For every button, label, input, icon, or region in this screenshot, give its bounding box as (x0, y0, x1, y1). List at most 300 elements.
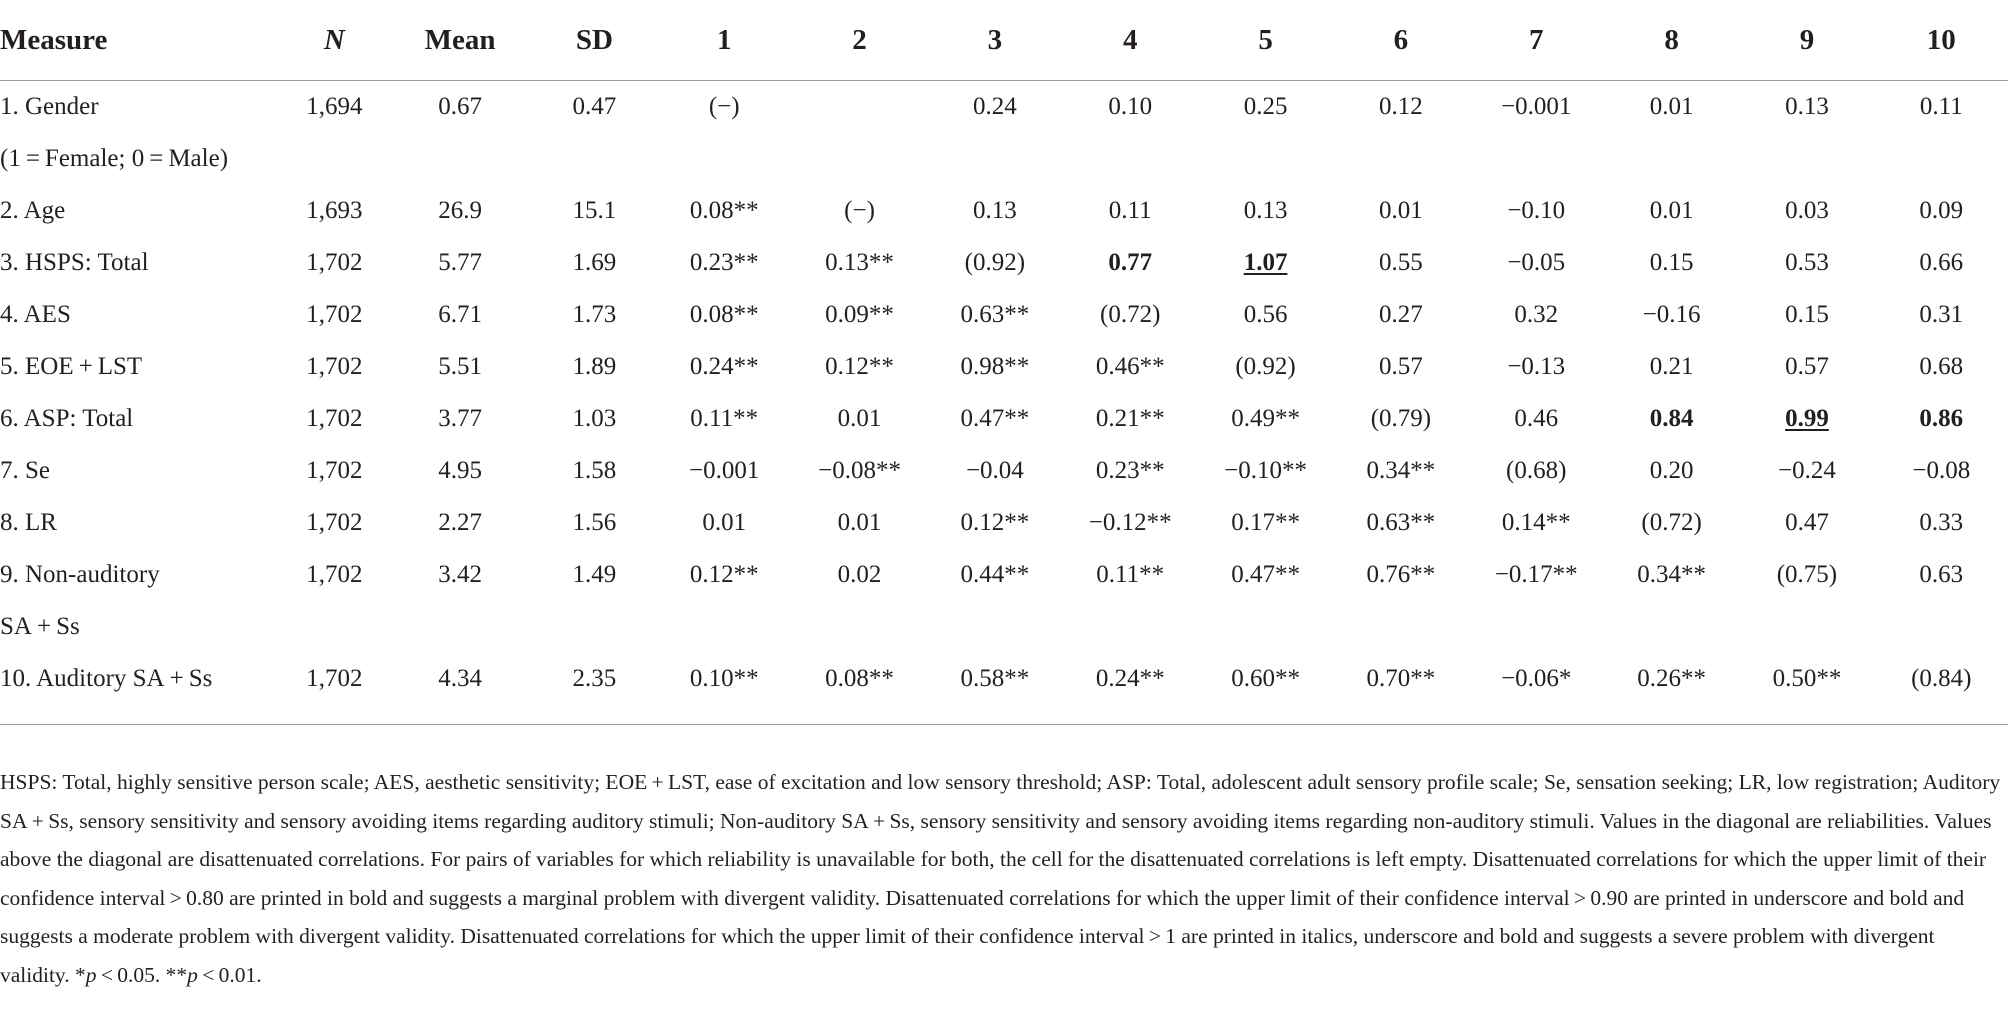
table-row (0, 341, 2008, 393)
table-row (0, 81, 2008, 134)
sd-value: 1.89 (572, 353, 617, 380)
correlation-cell (1063, 81, 1198, 134)
correlation-cell (1469, 185, 1604, 237)
correlation-cell (1198, 549, 1333, 601)
mean-value: 4.95 (438, 457, 482, 484)
measure-label: 10. Auditory SA + Ss (0, 665, 213, 692)
correlation-cell (1198, 393, 1333, 445)
correlation-cell (1875, 653, 2008, 705)
correlation-value: 0.66 (1919, 249, 1964, 276)
empty-cell (1333, 601, 1468, 653)
empty-cell (1063, 133, 1198, 185)
table-row (0, 289, 2008, 341)
mean-value: 3.42 (438, 561, 482, 588)
correlation-cell (1469, 653, 1604, 705)
empty-cell (1063, 601, 1198, 653)
correlation-value: −0.10 (1507, 197, 1566, 224)
correlation-cell (1469, 393, 1604, 445)
empty-cell (532, 601, 656, 653)
table-row (0, 653, 2008, 705)
header-n: N (281, 0, 388, 81)
table-row (0, 393, 2008, 445)
correlation-value: 0.01 (702, 509, 747, 536)
correlation-cell (1198, 185, 1333, 237)
correlation-value: −0.13 (1507, 353, 1566, 380)
correlation-cell (1604, 81, 1739, 134)
correlation-value: 0.11 (1108, 197, 1152, 224)
correlation-cell (1063, 185, 1198, 237)
empty-cell (1198, 601, 1333, 653)
empty-cell (532, 133, 656, 185)
empty-cell (927, 601, 1062, 653)
header-col-9: 9 (1739, 0, 1874, 81)
correlation-cell (1198, 653, 1333, 705)
header-col-4: 4 (1063, 0, 1198, 81)
correlation-cell (1739, 549, 1874, 601)
correlation-value: 0.02 (837, 561, 882, 588)
correlation-value: 0.34** (1366, 457, 1436, 484)
correlation-cell (1333, 81, 1468, 134)
mean-value: 5.51 (438, 353, 482, 380)
header-col-6: 6 (1333, 0, 1468, 81)
correlation-cell (1063, 653, 1198, 705)
correlation-value: 0.10** (689, 665, 759, 692)
correlation-value: 0.11** (1096, 561, 1165, 588)
header-col-7: 7 (1469, 0, 1604, 81)
correlation-value: 0.99 (1785, 405, 1829, 432)
correlation-cell (1604, 497, 1739, 549)
correlation-cell (1604, 393, 1739, 445)
empty-cell (1469, 133, 1604, 185)
correlation-cell (1198, 341, 1333, 393)
correlation-value: 0.60** (1231, 665, 1300, 692)
measure-label: 9. Non-auditory (0, 561, 160, 588)
correlation-value: 0.01 (837, 405, 882, 432)
empty-cell (1469, 601, 1604, 653)
correlation-cell (1875, 497, 2008, 549)
correlation-cell (1875, 341, 2008, 393)
correlation-value: 0.63 (1919, 561, 1964, 588)
sd-value: 1.73 (572, 301, 617, 328)
empty-cell (281, 601, 388, 653)
correlation-value: 0.01 (837, 509, 882, 536)
correlation-value: 0.12** (825, 353, 894, 380)
correlation-cell (657, 185, 792, 237)
correlation-cell (1198, 237, 1333, 289)
correlation-value: 0.08** (689, 301, 759, 328)
correlation-cell (657, 497, 792, 549)
correlation-value: 1.07 (1243, 249, 1288, 276)
correlation-cell (657, 653, 792, 705)
correlation-cell (1875, 393, 2008, 445)
correlation-value: 0.13 (1243, 197, 1288, 224)
sd-value: 1.58 (572, 457, 617, 484)
correlation-cell (1333, 237, 1468, 289)
correlation-cell (1063, 497, 1198, 549)
empty-cell (792, 133, 927, 185)
table-footnote (0, 763, 2004, 994)
correlation-value: 0.09 (1919, 197, 1964, 224)
header-col-8: 8 (1604, 0, 1739, 81)
table-row (0, 497, 2008, 549)
correlation-value: 0.01 (1649, 93, 1694, 120)
correlation-cell (657, 445, 792, 497)
correlation-cell (1875, 237, 2008, 289)
correlation-cell (1604, 289, 1739, 341)
correlation-value: 0.63** (1366, 509, 1436, 536)
mean-value: 5.77 (438, 249, 482, 276)
correlation-value: 0.13 (1785, 93, 1829, 120)
footnote-sig2-p: p (187, 962, 198, 987)
correlation-cell (1739, 289, 1874, 341)
measure-label-continuation: SA + Ss (0, 613, 80, 640)
correlation-value: 0.53 (1785, 249, 1829, 276)
correlation-value: 0.47** (1231, 561, 1300, 588)
correlation-value: (0.79) (1370, 405, 1432, 432)
correlation-cell (1604, 653, 1739, 705)
correlation-value: 0.03 (1785, 197, 1829, 224)
empty-cell (1198, 133, 1333, 185)
sd-value: 2.35 (572, 665, 617, 692)
sd-value: 15.1 (572, 197, 617, 224)
correlation-value: 0.27 (1379, 301, 1423, 328)
correlation-cell (792, 81, 927, 134)
correlation-value: 0.84 (1649, 405, 1694, 432)
header-col-3: 3 (927, 0, 1062, 81)
correlation-cell (927, 185, 1062, 237)
mean-value: 4.34 (438, 665, 482, 692)
correlation-value: 0.08** (689, 197, 759, 224)
correlation-value: 0.21 (1649, 353, 1694, 380)
table-row (0, 445, 2008, 497)
correlation-cell (1198, 445, 1333, 497)
sd-value: 0.47 (572, 93, 617, 120)
sd-value: 1.56 (572, 509, 617, 536)
correlation-cell (1875, 549, 2008, 601)
mean-value: 3.77 (438, 405, 482, 432)
correlation-value: 0.46** (1095, 353, 1165, 380)
correlation-cell (1333, 549, 1468, 601)
empty-cell (388, 133, 532, 185)
correlation-cell (1063, 237, 1198, 289)
header-row (0, 0, 2008, 81)
correlation-value: 0.31 (1919, 301, 1964, 328)
correlation-cell (1469, 549, 1604, 601)
correlation-value: (0.84) (1911, 665, 1972, 692)
correlation-value: −0.001 (689, 457, 760, 484)
correlation-value: 0.55 (1379, 249, 1423, 276)
empty-cell (388, 601, 532, 653)
header-col-10: 10 (1875, 0, 2008, 81)
correlation-cell (1604, 185, 1739, 237)
footnote-sig2-marker: ** (165, 962, 188, 987)
table-row (0, 237, 2008, 289)
mean-value: 2.27 (438, 509, 482, 536)
correlation-cell (1875, 289, 2008, 341)
correlation-cell (657, 237, 792, 289)
mean-value: 0.67 (438, 93, 482, 120)
correlation-value: (−) (844, 197, 875, 224)
correlation-value: 0.70** (1366, 665, 1436, 692)
correlation-value: (0.92) (1235, 353, 1296, 380)
correlation-cell (1063, 549, 1198, 601)
correlation-cell (1333, 393, 1468, 445)
correlation-value: 0.01 (1649, 197, 1694, 224)
empty-cell (1604, 601, 1739, 653)
empty-cell (1875, 133, 2008, 185)
correlation-value: 0.47** (960, 405, 1030, 432)
correlation-value: 0.24** (1095, 665, 1165, 692)
correlation-value: 0.12 (1379, 93, 1423, 120)
footnote-text: HSPS: Total, highly sensitive person scale; AES, aesthetic sensitivity; EOE + LST, ease of excitation and low sensory threshold; ASP: Total, adolescent adult sensory profile scale; Se, sensation seeking; LR, low registration; Auditory SA + Ss, sensory sensitivity and sensory avoiding items regarding auditory stimuli; Non-auditory SA + Ss, sensory sensitivity and sensory avoiding items regarding non-auditory stimuli. Values in the diagonal are reliabilities. Values above the diagonal are disattenuated correlations. For pairs of variables for which reliability is unavailable for both, the cell for the disattenuated correlations is left empty. Disattenuated correlations for which the upper limit of their confidence interval > 0.80 are printed in bold and suggests a marginal problem with divergent validity. Disattenuated correlations for which the upper limit of their confidence interval > 0.90 are printed in underscore and bold and suggests a moderate problem with divergent validity. Disattenuated correlations for which the upper limit of their confidence interval > 1 are printed in italics, underscore and bold and suggests a severe problem with divergent validity. (0, 770, 2001, 987)
correlation-cell (792, 497, 927, 549)
correlation-value: −0.001 (1501, 93, 1572, 120)
correlation-value: 0.15 (1649, 249, 1694, 276)
correlation-value: 0.57 (1785, 353, 1829, 380)
correlation-cell (1469, 237, 1604, 289)
mean-value: 6.71 (438, 301, 482, 328)
measure-label: 8. LR (0, 509, 57, 536)
correlation-cell (1469, 445, 1604, 497)
measure-label: 5. EOE + LST (0, 353, 143, 380)
n-value: 1,702 (306, 301, 363, 328)
correlation-cell (1063, 445, 1198, 497)
correlation-cell (927, 653, 1062, 705)
correlation-cell (792, 653, 927, 705)
correlation-cell (1875, 445, 2008, 497)
n-value: 1,702 (306, 509, 363, 536)
correlation-value: −0.08** (818, 457, 901, 484)
n-value: 1,702 (306, 249, 363, 276)
empty-cell (1333, 133, 1468, 185)
empty-cell (792, 601, 927, 653)
correlation-cell (1604, 341, 1739, 393)
correlation-cell (792, 445, 927, 497)
correlation-value: 0.86 (1919, 405, 1964, 432)
measure-label: 1. Gender (0, 93, 99, 120)
correlation-value: 0.21** (1095, 405, 1165, 432)
n-value: 1,702 (306, 665, 363, 692)
correlation-value: 0.50** (1772, 665, 1842, 692)
correlation-cell (927, 237, 1062, 289)
correlation-value: 0.08** (825, 665, 894, 692)
correlation-value: 0.77 (1108, 249, 1153, 276)
correlation-value: 0.44** (960, 561, 1030, 588)
correlation-cell (792, 289, 927, 341)
correlation-value: 0.20 (1649, 457, 1694, 484)
correlation-value: 0.32 (1514, 301, 1559, 328)
correlation-value: (0.72) (1641, 509, 1702, 536)
header-col-1: 1 (657, 0, 792, 81)
correlation-cell (792, 341, 927, 393)
empty-cell (657, 133, 792, 185)
correlation-value: 0.24** (689, 353, 759, 380)
correlation-cell (657, 289, 792, 341)
n-value: 1,693 (306, 197, 363, 224)
correlation-value: 0.09** (825, 301, 894, 328)
n-value: 1,702 (306, 353, 363, 380)
correlation-cell (1739, 81, 1874, 134)
correlation-cell (1739, 653, 1874, 705)
measure-label: 2. Age (0, 197, 66, 224)
empty-cell (1604, 133, 1739, 185)
correlation-cell (1875, 81, 2008, 134)
correlation-cell (1063, 393, 1198, 445)
n-value: 1,694 (306, 93, 363, 120)
correlation-cell (1604, 237, 1739, 289)
correlation-cell (1469, 81, 1604, 134)
correlation-value: 0.58** (960, 665, 1030, 692)
correlation-cell (1198, 289, 1333, 341)
n-value: 1,702 (306, 561, 363, 588)
correlation-value: 0.10 (1108, 93, 1153, 120)
correlation-cell (1198, 81, 1333, 134)
correlation-value: (0.75) (1776, 561, 1838, 588)
correlation-cell (1469, 341, 1604, 393)
correlation-value: (0.72) (1100, 301, 1161, 328)
correlation-value: 0.14** (1501, 509, 1571, 536)
correlation-value: 0.12** (689, 561, 759, 588)
n-value: 1,702 (306, 405, 363, 432)
correlation-cell (927, 497, 1062, 549)
correlation-cell (1469, 497, 1604, 549)
correlation-value: 0.46 (1514, 405, 1559, 432)
correlation-value: 0.13** (825, 249, 894, 276)
correlation-value: 0.76** (1366, 561, 1436, 588)
correlation-cell (927, 289, 1062, 341)
correlation-cell (927, 393, 1062, 445)
table-row (0, 549, 2008, 601)
correlation-value: 0.15 (1785, 301, 1829, 328)
correlation-cell (1333, 497, 1468, 549)
correlation-value: −0.17** (1494, 561, 1578, 588)
table-row-continuation (0, 601, 2008, 653)
footnote-sig1-marker: * (75, 962, 86, 987)
correlation-cell (1875, 185, 2008, 237)
correlation-value: 0.12** (960, 509, 1030, 536)
sd-value: 1.69 (572, 249, 617, 276)
correlation-cell (1198, 497, 1333, 549)
correlation-cell (927, 341, 1062, 393)
correlation-value: 0.63** (960, 301, 1030, 328)
correlation-cell (927, 549, 1062, 601)
correlation-value: −0.10** (1224, 457, 1307, 484)
measure-label: 4. AES (0, 301, 71, 328)
correlation-value: 0.23** (1095, 457, 1165, 484)
mean-value: 26.9 (438, 197, 482, 224)
correlation-value: (−) (708, 93, 740, 120)
correlation-cell (792, 237, 927, 289)
correlation-value: 0.01 (1379, 197, 1423, 224)
correlation-value: 0.11** (690, 405, 759, 432)
footnote-sig2-threshold: < 0.01. (197, 962, 262, 987)
table-row-continuation (0, 133, 2008, 185)
correlation-cell (792, 393, 927, 445)
correlation-value: 0.47 (1785, 509, 1829, 536)
correlation-cell (1333, 653, 1468, 705)
empty-cell (1875, 601, 2008, 653)
correlation-cell (1333, 341, 1468, 393)
correlation-value: 0.13 (973, 197, 1017, 224)
correlation-cell (1739, 341, 1874, 393)
correlation-value: 0.25 (1243, 93, 1288, 120)
sd-value: 1.49 (572, 561, 617, 588)
correlation-cell (657, 393, 792, 445)
correlation-value: 0.26** (1637, 665, 1706, 692)
correlation-value: −0.16 (1642, 301, 1701, 328)
correlation-value: −0.05 (1507, 249, 1566, 276)
correlation-cell (657, 549, 792, 601)
correlation-value: 0.24 (973, 93, 1017, 120)
correlation-value: −0.24 (1778, 457, 1836, 484)
header-mean: Mean (388, 0, 532, 81)
correlation-value: −0.08 (1912, 457, 1971, 484)
correlation-value: 0.56 (1243, 301, 1288, 328)
correlation-cell (1739, 185, 1874, 237)
correlation-value: 0.17** (1231, 509, 1300, 536)
header-col-5: 5 (1198, 0, 1333, 81)
correlation-value: 0.33 (1919, 509, 1964, 536)
correlation-value: 0.11 (1919, 93, 1963, 120)
footnote-sig1-threshold: < 0.05. (96, 962, 161, 987)
correlation-cell (657, 341, 792, 393)
sd-value: 1.03 (572, 405, 617, 432)
correlation-cell (1063, 341, 1198, 393)
correlation-cell (1739, 497, 1874, 549)
correlation-cell (1604, 445, 1739, 497)
correlation-cell (792, 185, 927, 237)
correlation-cell (1739, 393, 1874, 445)
correlation-value: (0.68) (1506, 457, 1567, 484)
correlation-value: −0.12** (1088, 509, 1172, 536)
measure-label: 7. Se (0, 457, 50, 484)
correlation-cell (1604, 549, 1739, 601)
correlation-value: 0.98** (960, 353, 1030, 380)
table-bottom-rule (0, 724, 2008, 725)
n-value: 1,702 (306, 457, 363, 484)
empty-cell (281, 133, 388, 185)
measure-label: 6. ASP: Total (0, 405, 134, 432)
correlation-cell (1739, 445, 1874, 497)
correlation-cell (1333, 185, 1468, 237)
correlation-cell (927, 81, 1062, 134)
correlation-value: 0.57 (1379, 353, 1423, 380)
empty-cell (657, 601, 792, 653)
empty-cell (1739, 133, 1874, 185)
correlation-value: −0.06* (1501, 665, 1572, 692)
correlation-value: 0.34** (1637, 561, 1706, 588)
correlation-cell (1333, 445, 1468, 497)
empty-cell (927, 133, 1062, 185)
correlation-cell (792, 549, 927, 601)
correlation-cell (1333, 289, 1468, 341)
table-body (0, 81, 2008, 706)
correlation-cell (1469, 289, 1604, 341)
correlation-value: −0.04 (965, 457, 1024, 484)
correlation-value: 0.23** (689, 249, 759, 276)
header-measure: Measure (0, 0, 281, 81)
header-col-2: 2 (792, 0, 927, 81)
measure-label-continuation: (1 = Female; 0 = Male) (0, 145, 229, 172)
measure-label: 3. HSPS: Total (0, 249, 149, 276)
header-sd: SD (532, 0, 656, 81)
correlation-cell (1063, 289, 1198, 341)
correlation-cell (927, 445, 1062, 497)
correlation-value: (0.92) (964, 249, 1026, 276)
footnote-sig1-p: p (85, 962, 97, 987)
correlation-value: 0.49** (1231, 405, 1300, 432)
correlation-cell (657, 81, 792, 134)
